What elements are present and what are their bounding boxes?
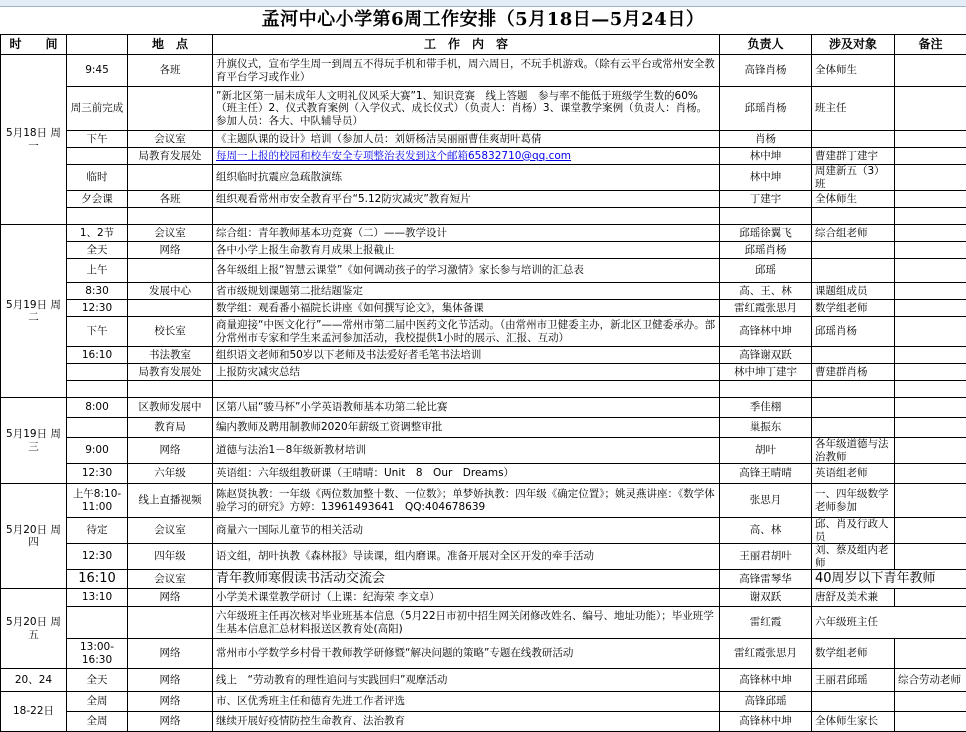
- note-cell: [895, 208, 966, 225]
- place-cell: [128, 208, 213, 225]
- target-cell: 班主任: [812, 87, 895, 131]
- owner-cell: 高、王、林: [720, 283, 812, 300]
- place-cell: 网络: [128, 639, 213, 669]
- place-cell: [128, 259, 213, 283]
- target-cell: [812, 398, 895, 418]
- time-cell: 8:30: [67, 283, 128, 300]
- owner-cell: 高锋雷琴华: [720, 570, 812, 589]
- note-cell: [895, 518, 966, 544]
- table-row: [1, 607, 966, 639]
- note-cell: [895, 438, 966, 464]
- note-cell: [895, 589, 966, 607]
- note-cell: [895, 259, 966, 283]
- note-cell: [895, 712, 966, 732]
- place-cell: [128, 607, 213, 639]
- place-cell: 会议室: [128, 570, 213, 589]
- owner-cell: 邱瑶徐翼飞: [720, 225, 812, 242]
- owner-cell: 季佳栩: [720, 398, 812, 418]
- table-row: [1, 589, 966, 607]
- header-cell: [67, 35, 128, 55]
- target-cell: 曹建群丁建宇: [812, 148, 895, 165]
- date-cell: 20、24: [1, 669, 67, 692]
- owner-cell: [720, 208, 812, 225]
- work-cell: 道德与法治1－8年级新教材培训: [213, 438, 720, 464]
- table-row: [1, 55, 966, 87]
- target-cell: 周建新五（3）班: [812, 165, 895, 191]
- place-cell: 教育局: [128, 418, 213, 438]
- note-cell: [895, 317, 966, 347]
- place-cell: 线上直播视频: [128, 484, 213, 518]
- target-cell: 唐舒及美术兼: [812, 589, 895, 607]
- table-row: [1, 570, 966, 589]
- owner-cell: 高锋肖杨: [720, 55, 812, 87]
- work-cell: 组织语文老师和50岁以下老师及书法爱好者毛笔书法培训: [213, 347, 720, 364]
- note-cell: [895, 484, 966, 518]
- table-row: [1, 191, 966, 208]
- page-title: 孟河中心小学第6周工作安排（5月18日—5月24日）: [0, 6, 966, 34]
- owner-cell: 丁建宇: [720, 191, 812, 208]
- work-cell: 语文组，胡叶执教《森林报》导读课，组内磨课。准备开展对全区开发的牵手活动: [213, 544, 720, 570]
- owner-cell: 雷红霞张思月: [720, 300, 812, 317]
- table-row: [1, 712, 966, 732]
- table-row: [1, 639, 966, 669]
- time-cell: 16:10: [67, 570, 128, 589]
- note-cell: [895, 131, 966, 148]
- work-cell: 综合组：青年教师基本功竞赛（二）——教学设计: [213, 225, 720, 242]
- note-cell: [895, 464, 966, 484]
- header-cell: 负责人: [720, 35, 812, 55]
- note-cell: [895, 418, 966, 438]
- place-cell: 四年级: [128, 544, 213, 570]
- place-cell: 会议室: [128, 225, 213, 242]
- owner-cell: 高、林: [720, 518, 812, 544]
- time-cell: 周三前完成: [67, 87, 128, 131]
- work-cell: 《主题队课的设计》培训（参加人员：刘妍杨洁吴丽丽曹佳爽胡叶葛倩: [213, 131, 720, 148]
- owner-cell: 林中坤: [720, 148, 812, 165]
- note-cell: [895, 364, 966, 381]
- work-cell: 省市级规划课题第二批结题鉴定: [213, 283, 720, 300]
- place-cell: [128, 165, 213, 191]
- time-cell: 12:30: [67, 544, 128, 570]
- target-cell: 邱瑶肖杨: [812, 317, 895, 347]
- table-row: [1, 464, 966, 484]
- target-cell: [812, 418, 895, 438]
- table-row: [1, 317, 966, 347]
- time-cell: 临时: [67, 165, 128, 191]
- time-cell: 上午8:10-11:00: [67, 484, 128, 518]
- time-cell: [67, 208, 128, 225]
- note-cell: [895, 225, 966, 242]
- target-cell: 综合组老师: [812, 225, 895, 242]
- owner-cell: 高锋林中坤: [720, 712, 812, 732]
- note-cell: [895, 55, 966, 87]
- place-cell: 局教育发展处: [128, 148, 213, 165]
- work-cell: 六年级班主任再次核对毕业班基本信息（5月22日市初中招生网关闭修改姓名、编号、地址功能）；毕业班学生基本信息汇总材料报送区教育处(高阳): [213, 607, 720, 639]
- work-cell: 各年级组上报“智慧云课堂”《如何调动孩子的学习激情》家长参与培训的汇总表: [213, 259, 720, 283]
- owner-cell: 胡叶: [720, 438, 812, 464]
- owner-cell: 林中坤: [720, 165, 812, 191]
- work-cell: 青年教师寒假读书活动交流会: [213, 570, 720, 589]
- time-cell: 9:45: [67, 55, 128, 87]
- note-cell: [895, 148, 966, 165]
- time-cell: 待定: [67, 518, 128, 544]
- owner-cell: 高锋林中坤: [720, 317, 812, 347]
- time-cell: 上午: [67, 259, 128, 283]
- note-cell: [895, 381, 966, 398]
- note-cell: [895, 242, 966, 259]
- place-cell: 会议室: [128, 131, 213, 148]
- table-row: [1, 544, 966, 570]
- table-row: [1, 259, 966, 283]
- target-cell: 英语组老师: [812, 464, 895, 484]
- header-row: [1, 35, 966, 55]
- time-cell: 1、2节: [67, 225, 128, 242]
- date-cell: 18-22日: [1, 692, 67, 732]
- place-cell: 会议室: [128, 518, 213, 544]
- note-cell: [895, 692, 966, 712]
- work-cell: 市、区优秀班主任和德育先进工作者评选: [213, 692, 720, 712]
- target-cell: 邱、肖及行政人员: [812, 518, 895, 544]
- place-cell: 各班: [128, 55, 213, 87]
- place-cell: 六年级: [128, 464, 213, 484]
- owner-cell: 高锋邱瑶: [720, 692, 812, 712]
- table-row: [1, 225, 966, 242]
- table-row: [1, 87, 966, 131]
- place-cell: 校长室: [128, 317, 213, 347]
- work-cell: 区第八届“骏马杯”小学英语教师基本功第二轮比赛: [213, 398, 720, 418]
- time-cell: 全天: [67, 242, 128, 259]
- time-cell: [67, 607, 128, 639]
- owner-cell: 肖杨: [720, 131, 812, 148]
- note-cell: [895, 398, 966, 418]
- note-cell: [895, 639, 966, 669]
- work-cell: 编内教师及聘用制教师2020年薪级工资调整审批: [213, 418, 720, 438]
- owner-cell: 张思月: [720, 484, 812, 518]
- table-row: [1, 438, 966, 464]
- target-cell: 全体师生: [812, 191, 895, 208]
- header-cell: 备注: [895, 35, 966, 55]
- work-cell: 升旗仪式，宣布学生周一到周五不得玩手机和带手机，周六周日，不玩手机游戏。（除有云平台或常州安全教育平台学习或作业）: [213, 55, 720, 87]
- note-cell: [895, 283, 966, 300]
- note-cell: 综合劳动老师: [895, 669, 966, 692]
- note-cell: [895, 165, 966, 191]
- date-cell: 5月19日 周三: [1, 398, 67, 484]
- work-cell: 陈赵贤执教：一年级《两位数加整十数、一位数》；单梦娇执教：四年级《确定位置》；姚灵燕讲座：《数学体验学习的研究》方婷：13961493641 QQ:404678639: [213, 484, 720, 518]
- target-cell: 刘、蔡及组内老师: [812, 544, 895, 570]
- date-cell: 5月19日 周二: [1, 225, 67, 398]
- header-cell: 时 间: [1, 35, 67, 55]
- place-cell: [128, 381, 213, 398]
- time-cell: 全周: [67, 712, 128, 732]
- note-cell: [895, 300, 966, 317]
- target-cell: 曹建群肖杨: [812, 364, 895, 381]
- note-cell: [895, 191, 966, 208]
- owner-cell: 巢振东: [720, 418, 812, 438]
- target-cell: 全体师生: [812, 55, 895, 87]
- time-cell: 夕会课: [67, 191, 128, 208]
- email-link[interactable]: 每周一上报的校园和校车安全专项整治表发到这个邮箱65832710@qq.com: [216, 150, 571, 162]
- note-cell: [895, 347, 966, 364]
- table-row: [1, 518, 966, 544]
- date-cell: 5月18日 周一: [1, 55, 67, 225]
- work-cell: 商量六一国际儿童节的相关活动: [213, 518, 720, 544]
- owner-cell: 雷红霞: [720, 607, 812, 639]
- owner-cell: 邱瑶肖杨: [720, 87, 812, 131]
- work-cell: 数学组：观看番小福院长讲座《如何撰写论文》，集体备课: [213, 300, 720, 317]
- owner-cell: 王丽君胡叶: [720, 544, 812, 570]
- table-row: [1, 381, 966, 398]
- target-cell: [812, 131, 895, 148]
- target-cell: [812, 381, 895, 398]
- place-cell: [128, 300, 213, 317]
- time-cell: 全周: [67, 692, 128, 712]
- owner-cell: 高锋谢双跃: [720, 347, 812, 364]
- place-cell: 网络: [128, 589, 213, 607]
- table-row: [1, 242, 966, 259]
- time-cell: 12:30: [67, 300, 128, 317]
- owner-cell: 林中坤丁建宇: [720, 364, 812, 381]
- time-cell: 13:00-16:30: [67, 639, 128, 669]
- target-cell: [812, 347, 895, 364]
- place-cell: 网络: [128, 692, 213, 712]
- work-cell: 商量迎接“中医文化行”——常州市第二届中医药文化节活动。（由常州市卫健委主办，新北区卫健委承办。部分常州市专家和学生来孟河参加活动，我校提供1小时的展示、汇报、互动）: [213, 317, 720, 347]
- work-cell: 各中小学上报生命教育月成果上报截止: [213, 242, 720, 259]
- owner-cell: 邱瑶: [720, 259, 812, 283]
- time-cell: [67, 381, 128, 398]
- target-cell: 数学组老师: [812, 639, 895, 669]
- header-cell: 工 作 内 容: [213, 35, 720, 55]
- note-cell: [895, 87, 966, 131]
- work-cell: 线上 “劳动教育的理性追问与实践回归”观摩活动: [213, 669, 720, 692]
- place-cell: 书法教室: [128, 347, 213, 364]
- owner-cell: [720, 381, 812, 398]
- header-cell: 地 点: [128, 35, 213, 55]
- table-row: [1, 208, 966, 225]
- target-cell: 各年级道德与法治教师: [812, 438, 895, 464]
- owner-cell: 谢双跃: [720, 589, 812, 607]
- time-cell: [67, 148, 128, 165]
- place-cell: 发展中心: [128, 283, 213, 300]
- target-cell: 数学组老师: [812, 300, 895, 317]
- time-cell: 下午: [67, 131, 128, 148]
- table-row: [1, 418, 966, 438]
- table-row: [1, 484, 966, 518]
- header-cell: 涉及对象: [812, 35, 895, 55]
- date-cell: 5月20日 周五: [1, 589, 67, 669]
- table-row: [1, 347, 966, 364]
- target-cell: 六年级班主任: [812, 607, 966, 639]
- target-cell: [812, 208, 895, 225]
- place-cell: 网络: [128, 242, 213, 259]
- table-row: [1, 165, 966, 191]
- place-cell: 网络: [128, 438, 213, 464]
- time-cell: 12:30: [67, 464, 128, 484]
- work-cell: 英语组：六年级组教研课（王晴晴：Unit 8 Our Dreams）: [213, 464, 720, 484]
- place-cell: 局教育发展处: [128, 364, 213, 381]
- time-cell: 8:00: [67, 398, 128, 418]
- schedule-table: [0, 34, 966, 732]
- place-cell: [128, 87, 213, 131]
- table-row: [1, 148, 966, 165]
- target-cell: [812, 242, 895, 259]
- table-row: [1, 283, 966, 300]
- place-cell: 网络: [128, 712, 213, 732]
- owner-cell: 邱瑶肖杨: [720, 242, 812, 259]
- time-cell: 16:10: [67, 347, 128, 364]
- target-cell: 全体师生家长: [812, 712, 895, 732]
- work-cell: 组织临时抗震应急疏散演练: [213, 165, 720, 191]
- target-cell: 40周岁以下青年教师: [812, 570, 966, 589]
- place-cell: 区教师发展中: [128, 398, 213, 418]
- table-row: [1, 131, 966, 148]
- date-cell: 5月20日 周四: [1, 484, 67, 589]
- target-cell: [812, 692, 895, 712]
- time-cell: [67, 364, 128, 381]
- work-cell: 小学美术课堂教学研讨（上课：纪海荣 李文卓）: [213, 589, 720, 607]
- work-cell: 常州市小学数学乡村骨干教师教学研修暨“解决问题的策略”专题在线教研活动: [213, 639, 720, 669]
- target-cell: 课题组成员: [812, 283, 895, 300]
- table-row: [1, 364, 966, 381]
- time-cell: 全天: [67, 669, 128, 692]
- work-cell: [213, 148, 720, 165]
- time-cell: [67, 418, 128, 438]
- owner-cell: 雷红霞张思月: [720, 639, 812, 669]
- time-cell: 9:00: [67, 438, 128, 464]
- work-cell: 继续开展好疫情防控生命教育、法治教育: [213, 712, 720, 732]
- work-cell: [213, 208, 720, 225]
- time-cell: 下午: [67, 317, 128, 347]
- target-cell: 王丽君邱瑶: [812, 669, 895, 692]
- target-cell: 一、四年级数学老师参加: [812, 484, 895, 518]
- owner-cell: 高锋王晴晴: [720, 464, 812, 484]
- table-row: [1, 692, 966, 712]
- work-cell: [213, 381, 720, 398]
- time-cell: 13:10: [67, 589, 128, 607]
- owner-cell: 高锋林中坤: [720, 669, 812, 692]
- work-cell: 组织观看常州市安全教育平台“5.12防灾减灾”教育短片: [213, 191, 720, 208]
- table-row: [1, 300, 966, 317]
- target-cell: [812, 259, 895, 283]
- table-row: [1, 398, 966, 418]
- note-cell: [895, 544, 966, 570]
- table-row: [1, 669, 966, 692]
- work-cell: 上报防灾减灾总结: [213, 364, 720, 381]
- place-cell: 各班: [128, 191, 213, 208]
- work-cell: ”新北区第一届未成年人文明礼仪风采大赛”1、知识竞赛 线上答题 参与率不能低于班级学生数的60%（班主任）2、仪式教育案例（入学仪式、成长仪式）（负责人：肖杨）3、课堂教学案例（负责人：肖杨。参加人员：各大、中队辅导员）: [213, 87, 720, 131]
- place-cell: 网络: [128, 669, 213, 692]
